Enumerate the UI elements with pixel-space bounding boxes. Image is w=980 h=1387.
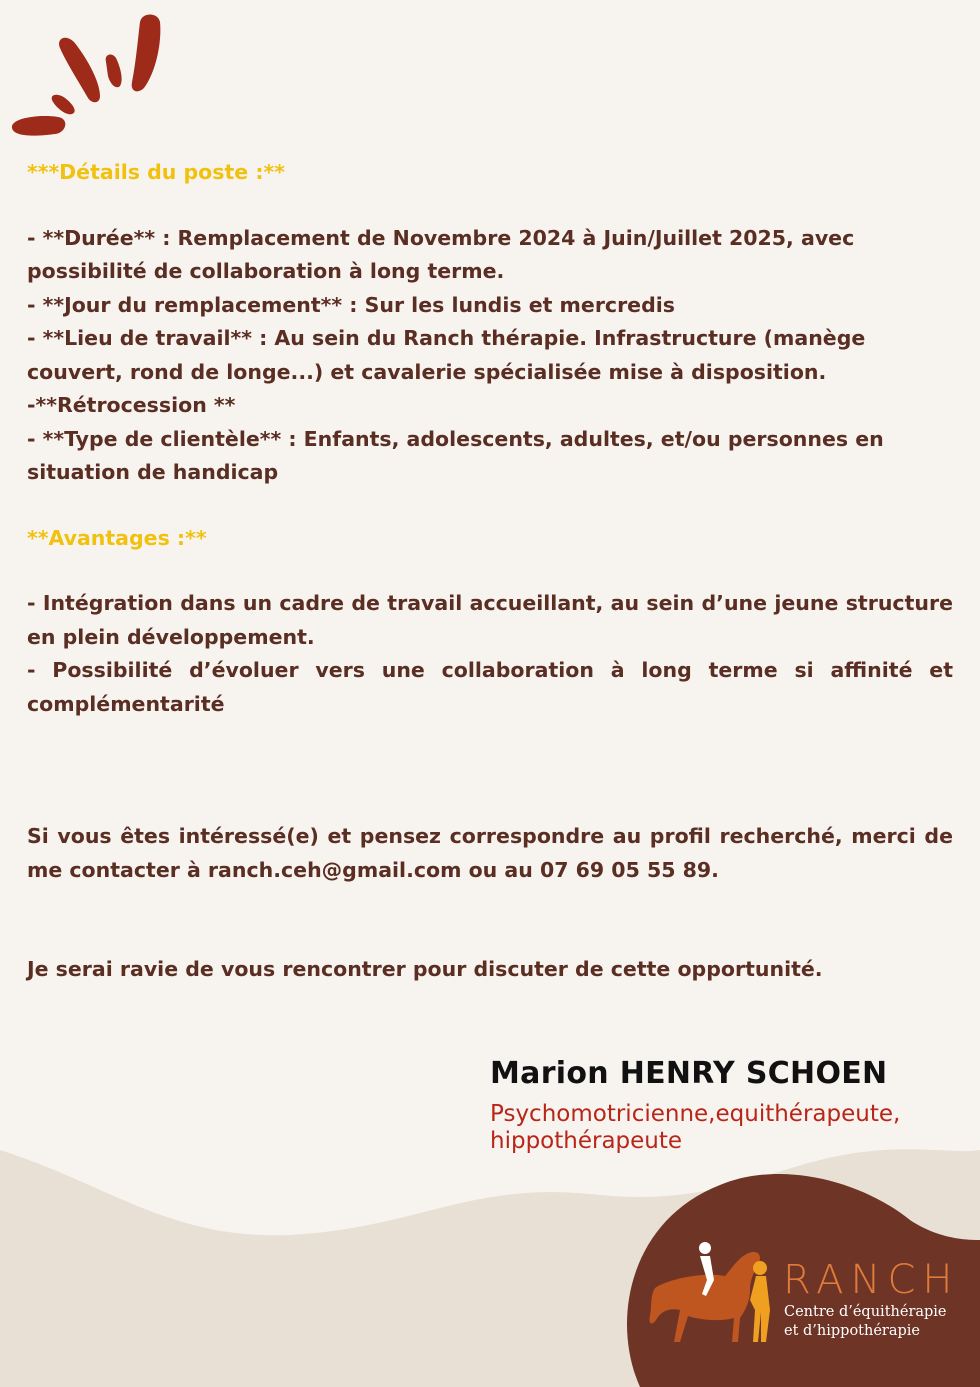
- signature-role: [490, 1101, 970, 1155]
- details-heading: ***Détails du poste :**: [27, 160, 285, 184]
- signature-role-line2: hippothérapeute: [490, 1128, 683, 1154]
- signature-name: Marion HENRY SCHOEN: [490, 1056, 888, 1091]
- brush-strokes-icon: [0, 0, 200, 150]
- detail-item-duration: - **Durée** : Remplacement de Novembre 2024 à Juin/Juillet 2025, avec possibilité de collaboration à long terme.: [27, 225, 855, 283]
- detail-item-clientele: - **Type de clientèle** : Enfants, adolescents, adultes, et/ou personnes en situation de handicap: [27, 426, 884, 484]
- closing-text: Je serai ravie de vous rencontrer pour discuter de cette opportunité.: [27, 957, 823, 981]
- logo-subtitle: [784, 1303, 974, 1341]
- detail-item-location: - **Lieu de travail** : Au sein du Ranch thérapie. Infrastructure (manège couvert, rond de longe...) et cavalerie spécialisée mise à disposition.: [27, 326, 866, 384]
- advantage-item-evolution: - Possibilité d’évoluer vers une collaboration à long terme si affinité et complémentarité: [27, 658, 953, 716]
- contact-text: Si vous êtes intéressé(e) et pensez correspondre au profil recherché, merci de me contacter à ranch.ceh@gmail.com ou au 07 69 05 55 89.: [27, 824, 953, 882]
- advantages-heading: **Avantages :**: [27, 525, 207, 550]
- signature-block: [490, 1055, 970, 1155]
- logo-subtitle-line1: Centre d’équithérapie: [784, 1304, 947, 1320]
- logo-word: RANCH: [783, 1257, 960, 1303]
- advantage-item-integration: - Intégration dans un cadre de travail accueillant, au sein d’une jeune structure en plein développement.: [27, 591, 953, 649]
- detail-item-days: - **Jour du remplacement** : Sur les lundis et mercredis: [27, 292, 675, 317]
- logo-subtitle-line2: et d’hippothérapie: [784, 1323, 921, 1339]
- signature-role-line1: Psychomotricienne,equithérapeute,: [490, 1101, 901, 1127]
- job-posting-body: [27, 156, 953, 987]
- detail-item-retrocession: -**Rétrocession **: [27, 393, 236, 417]
